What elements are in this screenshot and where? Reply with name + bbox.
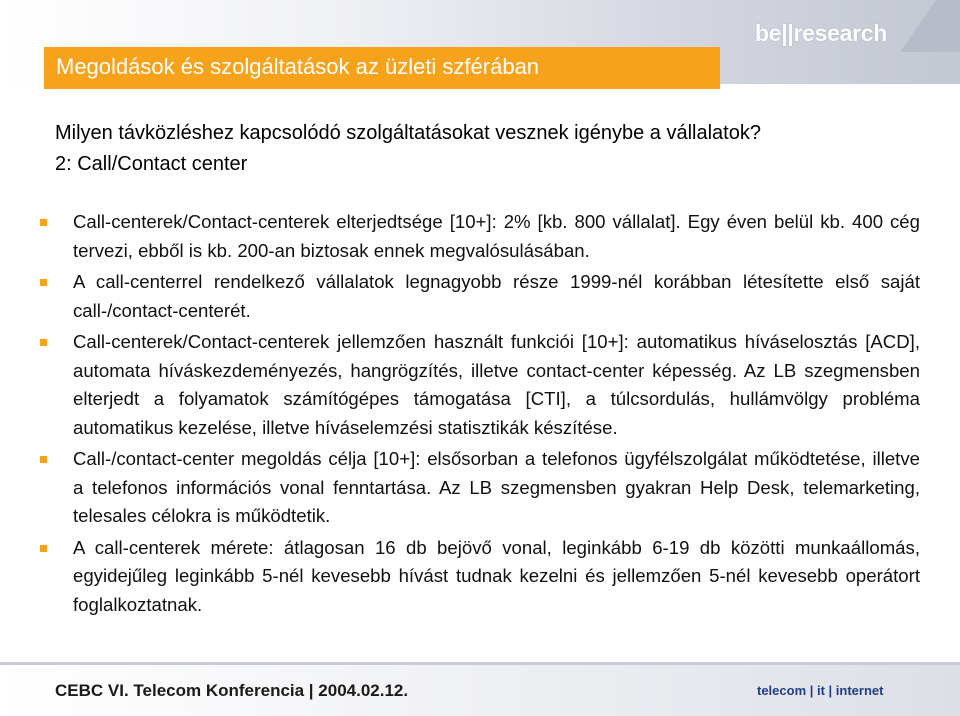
bullet-square-icon [40, 339, 47, 346]
bullet-square-icon [40, 545, 47, 552]
footer-conference: CEBC VI. Telecom Konferencia | 2004.02.12. [55, 681, 409, 700]
bullet-item [40, 534, 920, 620]
bullet-square-icon [40, 219, 47, 226]
bullet-text: A call-centerrel rendelkező vállalatok legnagyobb része 1999-nél korábban létesítette első saját call-/contact-centerét. [73, 271, 920, 321]
bullet-text: Call-centerek/Contact-centerek elterjedtsége [10+]: 2% [kb. 800 vállalat]. Egy éven belül kb. 400 cég tervezi, ebből is kb. 200-an biztosak ennek megvalósulásában. [73, 211, 920, 261]
footer-tagline: telecom | it | internet [757, 683, 884, 698]
bullet-item [40, 268, 920, 325]
bullet-text: Call-centerek/Contact-centerek jellemzően használt funkciói [10+]: automatikus híváselosztás [ACD], automata híváskezdeményezés, hangrögzítés, illetve contact-center képesség. Az LB szegmensben elterjedt a folyamatok számítógépes támogatása [CTI], a túlcsordulás, hullámvölgy probléma automatikus kezelése, illetve híváselemzési statisztikák készítése. [73, 331, 920, 438]
bullet-item [40, 445, 920, 531]
bullet-item [40, 328, 920, 442]
bullet-square-icon [40, 456, 47, 463]
title-bar [44, 47, 720, 89]
bullet-list [40, 208, 920, 622]
slide-title: Megoldások és szolgáltatások az üzleti szférában [56, 54, 540, 79]
subtitle-topic: 2: Call/Contact center [55, 153, 248, 175]
footer [0, 665, 960, 716]
bullet-text: Call-/contact-center megoldás célja [10+]: elsősorban a telefonos ügyfélszolgálat működtetése, illetve a telefonos információs vonal fenntartása. Az LB szegmensben gyakran Help Desk, telemarketing, telesales célokra is működtetik. [73, 448, 920, 526]
bullet-text: A call-centerek mérete: átlagosan 16 db bejövő vonal, leginkább 6-19 db közötti munkaállomás, egyidejűleg leginkább 5-nél kevesebb hívást tudnak kezelni és jellemzően 5-nél kevesebb operátort foglalkoztatnak. [73, 536, 920, 615]
subtitle-question: Milyen távközléshez kapcsolódó szolgáltatásokat vesznek igénybe a vállalatok? [55, 122, 761, 144]
bullet-item [40, 208, 920, 265]
slide-subtitle [55, 118, 915, 180]
bullet-square-icon [40, 279, 47, 286]
bellresearch-logo: be||research [755, 20, 888, 46]
